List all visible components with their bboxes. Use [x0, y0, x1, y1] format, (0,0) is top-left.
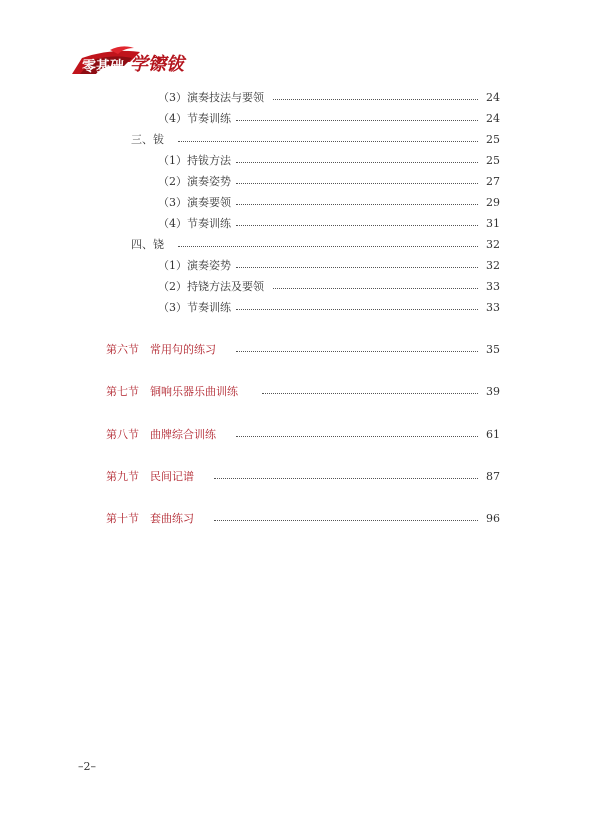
toc-page-number: 39	[486, 384, 500, 398]
toc-leader	[262, 392, 478, 394]
toc-section-label: 第六节 常用句的练习	[106, 343, 216, 356]
toc-section-row[interactable]	[0, 509, 605, 527]
toc-section-label: 第九节 民间记谱	[106, 470, 194, 483]
toc-label: （1）持钹方法	[158, 154, 231, 167]
toc-label: （1）演奏姿势	[158, 259, 231, 272]
toc-row[interactable]	[0, 109, 605, 127]
toc-label: （3）演奏要领	[158, 196, 231, 209]
toc-page-number: 33	[486, 300, 500, 314]
toc-row[interactable]	[0, 88, 605, 106]
toc-section-label: 第十节 套曲练习	[106, 512, 194, 525]
toc-page-number: 32	[486, 237, 500, 251]
toc-page-number: 61	[486, 427, 500, 441]
toc-leader	[273, 98, 478, 100]
toc-label: 三、钹	[131, 133, 164, 146]
toc-section-row[interactable]	[0, 425, 605, 443]
toc-row[interactable]	[0, 256, 605, 274]
toc-leader	[214, 477, 478, 479]
toc-page-number: 27	[486, 174, 500, 188]
toc-row[interactable]	[0, 214, 605, 232]
toc-label: 四、铙	[131, 238, 164, 251]
toc-label: （4）节奏训练	[158, 217, 231, 230]
toc-page-number: 35	[486, 342, 500, 356]
toc-leader	[178, 140, 478, 142]
toc-leader	[236, 350, 478, 352]
toc-leader	[236, 266, 478, 268]
toc-label: （3）节奏训练	[158, 301, 231, 314]
toc-leader	[236, 435, 478, 437]
toc-section-label: 第七节 铜响乐器乐曲训练	[106, 385, 238, 398]
toc-leader	[236, 203, 478, 205]
toc-page-number: 24	[486, 111, 500, 125]
toc-row[interactable]	[0, 193, 605, 211]
toc-row[interactable]	[0, 172, 605, 190]
toc-page-number: 32	[486, 258, 500, 272]
toc-section-label: 第八节 曲牌综合训练	[106, 428, 216, 441]
toc-section-row[interactable]	[0, 382, 605, 400]
toc-page-number: 29	[486, 195, 500, 209]
toc-row[interactable]	[0, 298, 605, 316]
toc-label: （4）节奏训练	[158, 112, 231, 125]
page-number: –2–	[78, 760, 96, 773]
toc-leader	[236, 161, 478, 163]
toc-leader	[236, 119, 478, 121]
toc-leader	[236, 224, 478, 226]
toc-leader	[236, 308, 478, 310]
toc-row[interactable]	[0, 151, 605, 169]
logo-text-secondary: 学镲钹	[130, 54, 184, 75]
toc-page-number: 31	[486, 216, 500, 230]
toc-row[interactable]	[0, 277, 605, 295]
logo-text-primary: 零基础	[82, 59, 124, 75]
toc-leader	[214, 519, 478, 521]
toc-leader	[236, 182, 478, 184]
toc-page-number: 25	[486, 153, 500, 167]
toc-label: （2）持铙方法及要领	[158, 280, 264, 293]
toc-row[interactable]	[0, 235, 605, 253]
toc-section-row[interactable]	[0, 467, 605, 485]
toc-page-number: 33	[486, 279, 500, 293]
toc-leader	[273, 287, 478, 289]
logo	[70, 44, 200, 78]
toc-page-number: 87	[486, 469, 500, 483]
toc-page-number: 96	[486, 511, 500, 525]
toc-page-number: 24	[486, 90, 500, 104]
toc-label: （3）演奏技法与要领	[158, 91, 264, 104]
toc-page-number: 25	[486, 132, 500, 146]
toc-section-row[interactable]	[0, 340, 605, 358]
toc-leader	[178, 245, 478, 247]
toc-row[interactable]	[0, 130, 605, 148]
toc-label: （2）演奏姿势	[158, 175, 231, 188]
